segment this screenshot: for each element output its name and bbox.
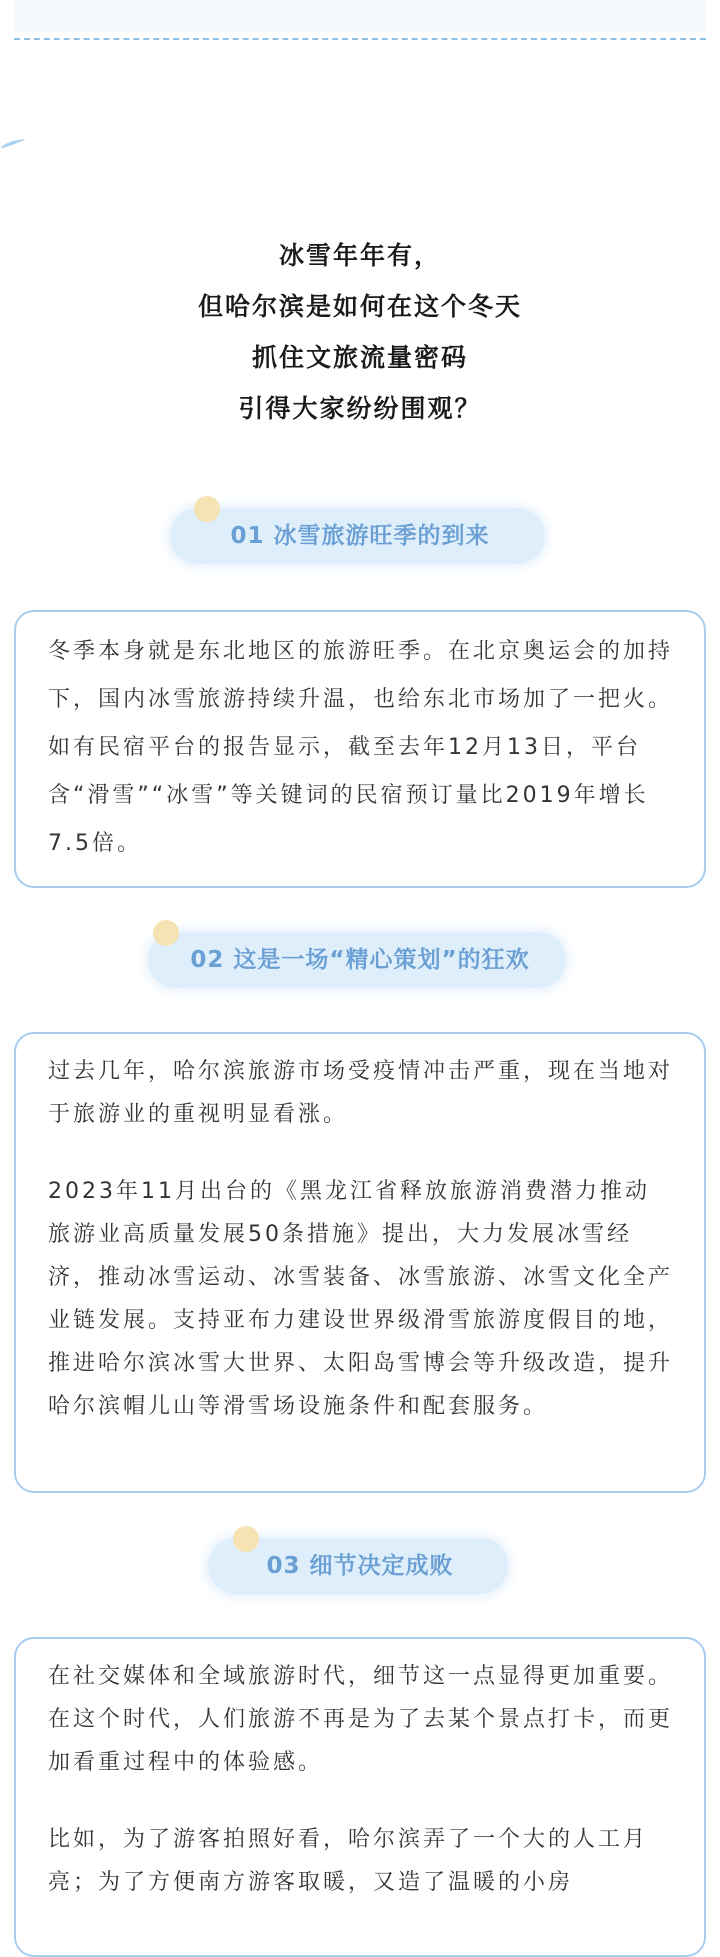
dashed-divider [14, 38, 706, 40]
section-title-01 [0, 488, 720, 578]
section-title-text: 01 冰雪旅游旺季的到来 [230, 523, 490, 549]
section-title-02 [0, 912, 720, 1002]
paragraph: 在社交媒体和全域旅游时代，细节这一点显得更加重要。在这个时代，人们旅游不再是为了去某个景点打卡，而更加看重过程中的体验感。 [48, 1664, 674, 1775]
content-card-03 [14, 1637, 706, 1957]
brush-stroke-decoration [0, 137, 28, 149]
paragraph: 过去几年，哈尔滨旅游市场受疫情冲击严重，现在当地对于旅游业的重视明显看涨。 [48, 1059, 674, 1127]
paragraph: 冬季本身就是东北地区的旅游旺季。在北京奥运会的加持下，国内冰雪旅游持续升温，也给东北市场加了一把火。如有民宿平台的报告显示，截至去年12月13日，平台含“滑雪”“冰雪”等关键词的民宿预订量比2019年增长7.5倍。 [48, 639, 674, 856]
content-card-02 [14, 1032, 706, 1493]
content-card-01 [14, 610, 706, 888]
section-title-text: 02 这是一场“精心策划”的狂欢 [190, 947, 530, 973]
section-title-03 [0, 1518, 720, 1608]
intro-line: 但哈尔滨是如何在这个冬天 [197, 292, 522, 321]
paragraph: 比如，为了游客拍照好看，哈尔滨弄了一个大的人工月亮；为了方便南方游客取暖，又造了温暖的小房 [48, 1827, 649, 1895]
top-banner-band [14, 0, 706, 32]
intro-line: 冰雪年年有， [278, 241, 441, 270]
section-title-text: 03 细节决定成败 [266, 1553, 454, 1579]
intro-line: 引得大家纷纷围观？ [238, 394, 482, 423]
intro-line: 抓住文旅流量密码 [251, 343, 468, 372]
paragraph: 2023年11月出台的《黑龙江省释放旅游消费潜力推动旅游业高质量发展50条措施》提出，大力发展冰雪经济，推动冰雪运动、冰雪装备、冰雪旅游、冰雪文化全产业链发展。支持亚布力建设世界级滑雪旅游度假目的地，推进哈尔滨冰雪大世界、太阳岛雪博会等升级改造，提升哈尔滨帽儿山等滑雪场设施条件和配套服务。 [48, 1179, 674, 1419]
intro-heading [0, 230, 720, 434]
